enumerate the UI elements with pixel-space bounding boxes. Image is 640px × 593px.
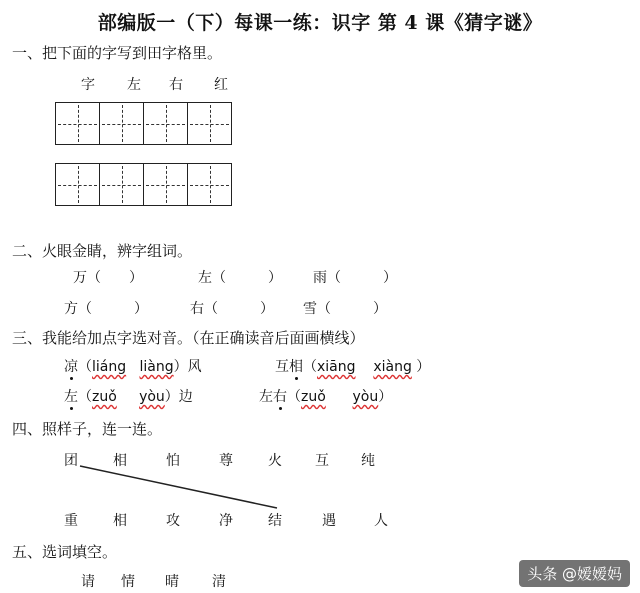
pinyin-option[interactable]: zuǒ [301,389,326,405]
s4-bottom-char[interactable]: 重 [64,513,78,529]
pinyin-option[interactable]: liàng [139,359,174,375]
paren: ） [173,359,188,375]
word-prefix: 互 [275,359,289,375]
section-5-heading: 五、选词填空。 [12,543,118,561]
section-4-heading: 四、照样子，连一连。 [12,420,163,438]
s2-blank[interactable]: 右（ ） [190,301,274,317]
s4-top-char[interactable]: 互 [315,453,329,469]
word-tail: 边 [178,389,193,405]
s2-blank[interactable]: 方（ ） [64,301,148,317]
pinyin-option[interactable]: xiàng [373,359,412,375]
example-connection-line [80,466,277,508]
s2-blank[interactable]: 雪（ ） [303,301,387,317]
dotted-char: 相 [289,359,303,375]
s2-blank[interactable]: 雨（ ） [313,270,397,286]
word-prefix: 左 [259,389,273,405]
paren: （ [78,359,92,375]
s5-char[interactable]: 请 [81,574,95,590]
paren: ） [378,389,393,405]
s4-top-char[interactable]: 尊 [219,453,233,469]
s4-bottom-char[interactable]: 结 [268,513,282,529]
pinyin-option[interactable]: xiāng [317,359,356,375]
paren: ） [416,359,431,375]
page-title: 部编版一（下）每课一练：识字 第 4 课《猜字谜》 [97,12,543,34]
s5-char[interactable]: 晴 [165,574,179,590]
s4-bottom-char[interactable]: 遇 [322,513,336,529]
s4-bottom-char[interactable]: 净 [219,513,233,529]
dotted-char: 右 [273,389,287,405]
s1-char: 左 [127,77,141,93]
s4-top-char[interactable]: 纯 [361,453,375,469]
paren: （ [78,389,92,405]
section-2-heading: 二、火眼金睛，辨字组词。 [12,242,193,260]
pinyin-option[interactable]: zuǒ [92,389,117,405]
section-3-heading: 三、我能给加点字选对音。（在正确读音后面画横线） [12,329,365,347]
s1-char: 红 [214,77,228,93]
s2-blank[interactable]: 万（ ） [73,270,143,286]
s4-top-char[interactable]: 团 [64,453,78,469]
s1-char: 字 [81,77,95,93]
s4-bottom-char[interactable]: 攻 [166,513,180,529]
paren: （ [303,359,317,375]
pinyin-option[interactable]: liáng [92,359,127,375]
s5-char[interactable]: 情 [121,574,135,590]
word-tail: 风 [187,359,202,375]
section-1-heading: 一、把下面的字写到田字格里。 [12,44,223,62]
s1-char: 右 [169,77,183,93]
s4-top-char[interactable]: 怕 [166,453,180,469]
s5-char[interactable]: 清 [212,574,226,590]
watermark: 头条 @嫒嫒妈 [519,560,630,587]
pinyin-option[interactable]: yòu [352,389,379,405]
s4-top-char[interactable]: 相 [113,453,127,469]
pinyin-option[interactable]: yòu [139,389,165,405]
paren: ） [164,389,179,405]
dotted-char: 凉 [64,359,78,375]
s4-bottom-char[interactable]: 相 [113,513,127,529]
s4-bottom-char[interactable]: 人 [374,513,388,529]
dotted-char: 左 [64,389,78,405]
paren: （ [287,389,301,405]
s2-blank[interactable]: 左（ ） [198,270,282,286]
s4-top-char[interactable]: 火 [268,453,282,469]
